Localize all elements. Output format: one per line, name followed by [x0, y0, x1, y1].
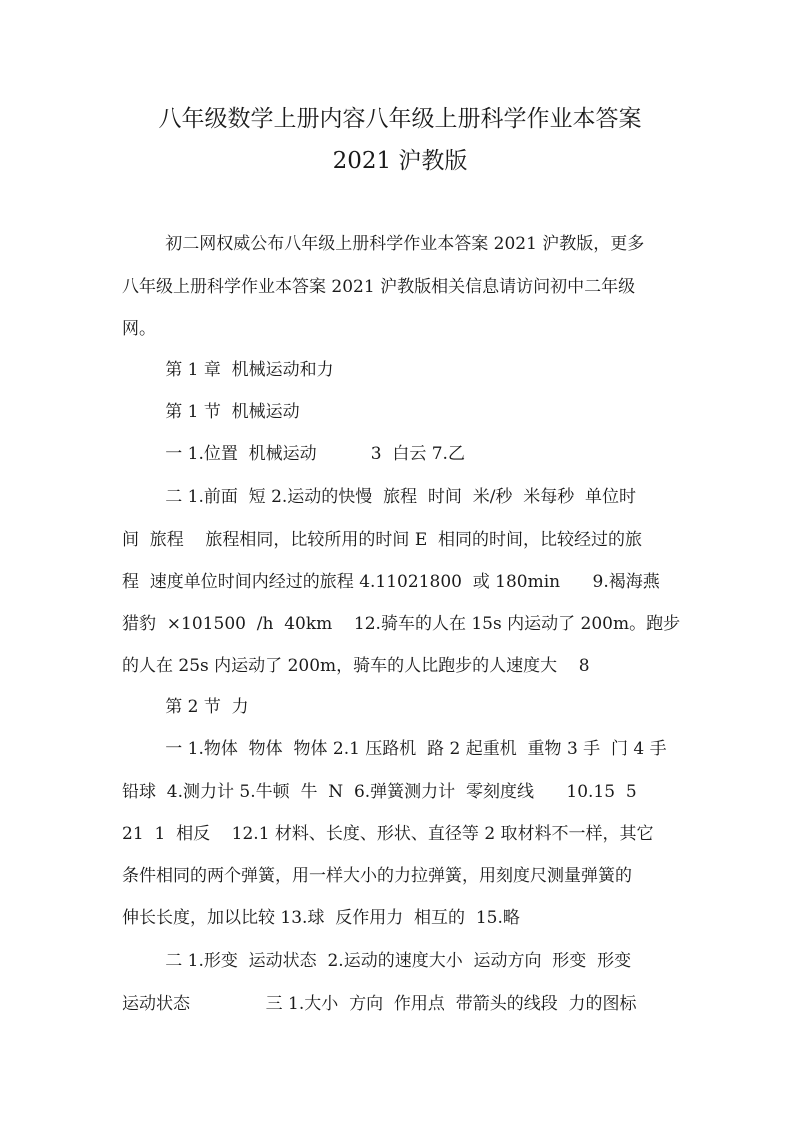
section-heading: 第 1 节 机械运动: [122, 402, 300, 422]
chapter-heading: 第 1 章 机械运动和力: [122, 360, 334, 380]
body-line: 网。: [122, 319, 156, 339]
body-line: 程 速度单位时间内经过的旅程 4.11021800 或 180min 9.褐海燕: [122, 572, 660, 592]
body-line: 二 1.前面 短 2.运动的快慢 旅程 时间 米/秒 米每秒 单位时: [122, 487, 637, 507]
section-heading: 第 2 节 力: [122, 697, 249, 717]
body-line: 运动状态 三 1.大小 方向 作用点 带箭头的线段 力的图标: [122, 994, 637, 1014]
body-line: 间 旅程 旅程相同，比较所用的时间 E 相同的时间，比较经过的旅: [122, 530, 643, 550]
body-line: 一 1.物体 物体 物体 2.1 压路机 路 2 起重机 重物 3 手 门 4 手: [122, 739, 667, 759]
body-line: 八年级上册科学作业本答案 2021 沪教版相关信息请访问初中二年级: [122, 277, 636, 297]
body-line: 21 1 相反 12.1 材料、长度、形状、直径等 2 取材料不一样，其它: [122, 824, 654, 844]
body-line: 猎豹 ×101500 /h 40km 12.骑车的人在 15s 内运动了 200m。跑步: [122, 614, 681, 634]
document-title-line-1: 八年级数学上册内容八年级上册科学作业本答案: [158, 106, 642, 132]
body-line: 一 1.位置 机械运动 3 白云 7.乙: [122, 444, 465, 464]
body-line: 铅球 4.测力计 5.牛顿 牛 N 6.弹簧测力计 零刻度线 10.15 5: [122, 782, 637, 802]
body-line: 条件相同的两个弹簧，用一样大小的力拉弹簧，用刻度尺测量弹簧的: [122, 866, 632, 886]
body-line: 二 1.形变 运动状态 2.运动的速度大小 运动方向 形变 形变: [122, 951, 632, 971]
body-line: 初二网权威公布八年级上册科学作业本答案 2021 沪教版，更多: [122, 234, 645, 254]
body-line: 的人在 25s 内运动了 200m，骑车的人比跑步的人速度大 8: [122, 656, 590, 676]
body-line: 伸长长度，加以比较 13.球 反作用力 相互的 15.略: [122, 908, 520, 928]
document-title-line-2: 2021 沪教版: [332, 148, 468, 174]
